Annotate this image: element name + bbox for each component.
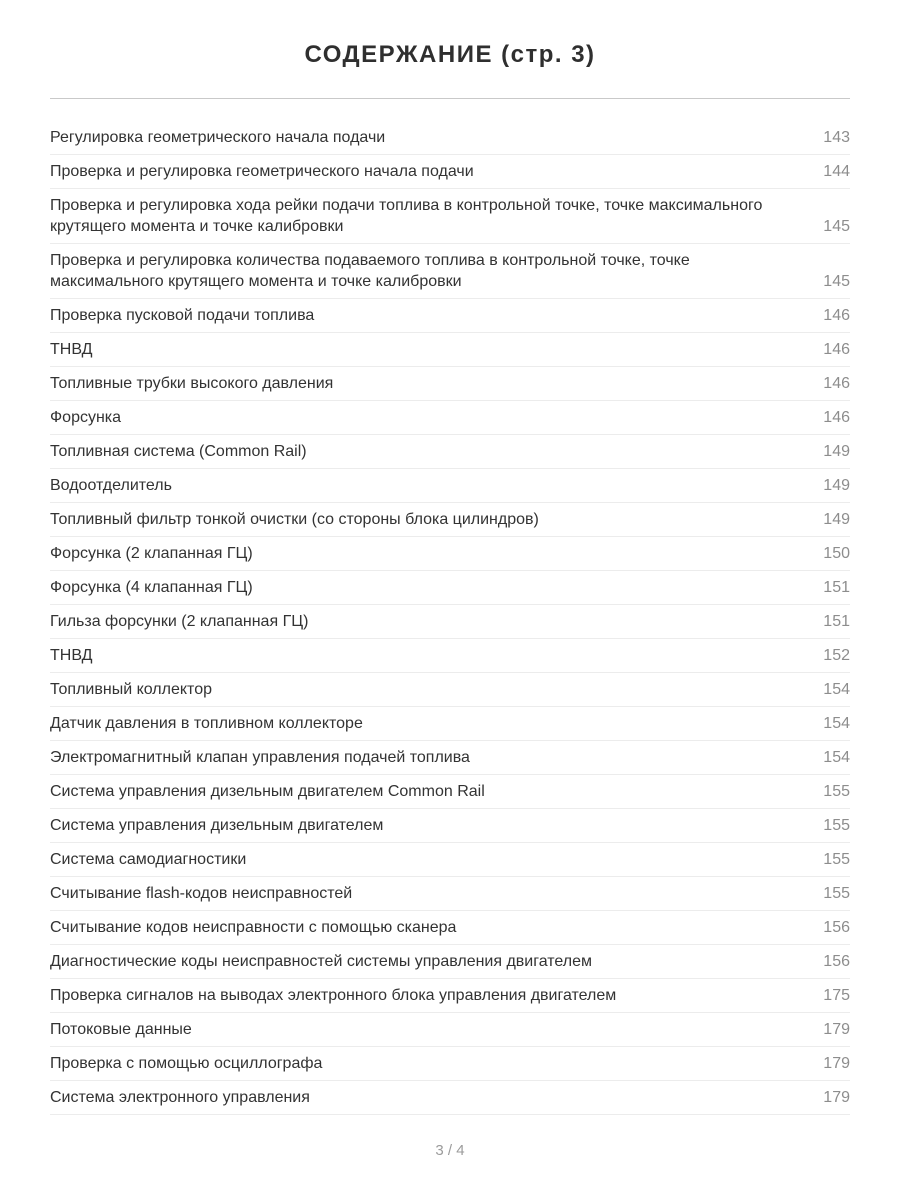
toc-item-label: Топливный фильтр тонкой очистки (со стороны блока цилиндров) — [50, 511, 539, 528]
toc-item[interactable] — [50, 435, 850, 469]
toc-list — [50, 121, 850, 1115]
toc-item[interactable] — [50, 979, 850, 1013]
toc-item[interactable] — [50, 469, 850, 503]
toc-item-page-number: 156 — [823, 953, 850, 970]
toc-item-page-number: 145 — [823, 273, 850, 290]
toc-item[interactable] — [50, 707, 850, 741]
toc-item-page-number: 149 — [823, 443, 850, 460]
toc-item[interactable] — [50, 877, 850, 911]
toc-item-page-number: 179 — [823, 1021, 850, 1038]
toc-item[interactable] — [50, 639, 850, 673]
toc-item-page-number: 150 — [823, 545, 850, 562]
toc-item-page-number: 146 — [823, 307, 850, 324]
toc-item-page-number: 155 — [823, 817, 850, 834]
toc-item-label: Проверка сигналов на выводах электронного блока управления двигателем — [50, 987, 617, 1004]
toc-item-page-number: 146 — [823, 409, 850, 426]
toc-item-label: Водоотделитель — [50, 477, 172, 494]
toc-item-label: Проверка пусковой подачи топлива — [50, 307, 315, 324]
toc-item-label: Форсунка — [50, 409, 122, 426]
toc-item[interactable] — [50, 189, 850, 244]
toc-item[interactable] — [50, 503, 850, 537]
toc-item-label: ТНВД — [50, 341, 93, 358]
toc-item[interactable] — [50, 843, 850, 877]
toc-item-label: Диагностические коды неисправностей системы управления двигателем — [50, 953, 593, 970]
toc-item[interactable] — [50, 775, 850, 809]
toc-item[interactable] — [50, 809, 850, 843]
toc-item[interactable] — [50, 155, 850, 189]
toc-item-page-number: 151 — [823, 579, 850, 596]
toc-item[interactable] — [50, 367, 850, 401]
toc-item-label: Регулировка геометрического начала подачи — [50, 129, 386, 146]
toc-item-page-number: 149 — [823, 477, 850, 494]
title-divider — [50, 98, 850, 99]
page-indicator: 3 / 4 — [435, 1142, 465, 1159]
toc-item-label: Топливные трубки высокого давления — [50, 375, 334, 392]
toc-item-page-number: 144 — [823, 163, 850, 180]
toc-item-label: Проверка с помощью осциллографа — [50, 1055, 323, 1072]
toc-item[interactable] — [50, 401, 850, 435]
toc-item[interactable] — [50, 299, 850, 333]
toc-item-page-number: 146 — [823, 375, 850, 392]
toc-item-label: Электромагнитный клапан управления подачей топлива — [50, 749, 470, 766]
toc-item-page-number: 149 — [823, 511, 850, 528]
toc-item[interactable] — [50, 333, 850, 367]
toc-item-label: Топливный коллектор — [50, 681, 212, 698]
toc-item-label: Проверка и регулировка количества подаваемого топлива в контрольной точке, точке максимального крутящего момента и точке калибровки — [50, 252, 690, 290]
toc-item-page-number: 154 — [823, 715, 850, 732]
toc-item-page-number: 155 — [823, 885, 850, 902]
toc-item-page-number: 179 — [823, 1089, 850, 1106]
toc-item-page-number: 154 — [823, 681, 850, 698]
toc-item[interactable] — [50, 537, 850, 571]
toc-item-label: Считывание flash-кодов неисправностей — [50, 885, 353, 902]
toc-item-label: ТНВД — [50, 647, 93, 664]
toc-item-label: Потоковые данные — [50, 1021, 192, 1038]
toc-item[interactable] — [50, 121, 850, 155]
toc-item-page-number: 152 — [823, 647, 850, 664]
toc-item[interactable] — [50, 741, 850, 775]
toc-item-label: Гильза форсунки (2 клапанная ГЦ) — [50, 613, 309, 630]
toc-item-page-number: 175 — [823, 987, 850, 1004]
toc-item-label: Система управления дизельным двигателем Common Rail — [50, 783, 485, 800]
toc-item[interactable] — [50, 1081, 850, 1115]
toc-item-page-number: 143 — [823, 129, 850, 146]
page-title: СОДЕРЖАНИЕ (стр. 3) — [304, 41, 596, 68]
toc-item-label: Форсунка (4 клапанная ГЦ) — [50, 579, 253, 596]
toc-item-page-number: 179 — [823, 1055, 850, 1072]
toc-item-label: Топливная система (Common Rail) — [50, 443, 307, 460]
toc-item[interactable] — [50, 244, 850, 299]
toc-item-page-number: 156 — [823, 919, 850, 936]
toc-item-label: Система электронного управления — [50, 1089, 310, 1106]
toc-item-page-number: 145 — [823, 218, 850, 235]
toc-item[interactable] — [50, 1047, 850, 1081]
toc-item-label: Форсунка (2 клапанная ГЦ) — [50, 545, 253, 562]
toc-item[interactable] — [50, 911, 850, 945]
toc-item-page-number: 151 — [823, 613, 850, 630]
toc-item-page-number: 155 — [823, 851, 850, 868]
toc-item-label: Система управления дизельным двигателем — [50, 817, 384, 834]
toc-item-label: Датчик давления в топливном коллекторе — [50, 715, 363, 732]
toc-item-page-number: 146 — [823, 341, 850, 358]
toc-item[interactable] — [50, 945, 850, 979]
toc-item[interactable] — [50, 571, 850, 605]
toc-item-label: Считывание кодов неисправности с помощью сканера — [50, 919, 457, 936]
toc-item-label: Система самодиагностики — [50, 851, 247, 868]
toc-item[interactable] — [50, 605, 850, 639]
toc-item-label: Проверка и регулировка геометрического начала подачи — [50, 163, 474, 180]
toc-item[interactable] — [50, 1013, 850, 1047]
toc-item-page-number: 154 — [823, 749, 850, 766]
toc-item-page-number: 155 — [823, 783, 850, 800]
toc-item[interactable] — [50, 673, 850, 707]
toc-item-label: Проверка и регулировка хода рейки подачи топлива в контрольной точке, точке максимального крутящего момента и точке калибровки — [50, 197, 763, 235]
